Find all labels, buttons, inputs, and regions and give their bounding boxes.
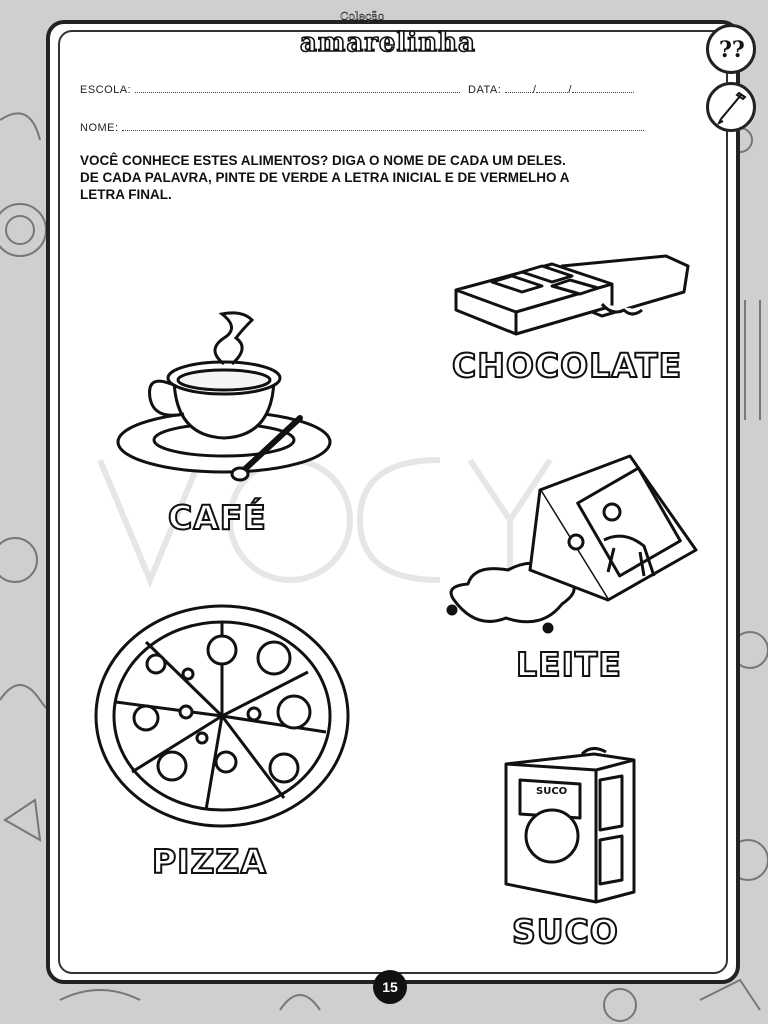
date-year-line[interactable] [572,84,634,93]
juice-box-label: SUCO [536,786,568,797]
instruction-line-3: LETRA FINAL. [80,187,172,202]
word-chocolate: CHOCOLATE [452,346,683,385]
juice-box-illustration [500,744,640,908]
date-day-line[interactable] [505,84,533,93]
question-marks-icon [706,24,756,74]
date-month-line[interactable] [536,84,568,93]
word-cafe: CAFÉ [168,498,267,537]
name-input-line[interactable] [122,122,644,131]
school-label: ESCOLA: [80,84,132,96]
chocolate-illustration [452,244,692,339]
word-pizza: PIZZA [152,842,267,881]
pizza-illustration [94,602,354,832]
svg-text:??: ?? [719,37,745,63]
instruction-line-1: VOCÊ CONHECE ESTES ALIMENTOS? DIGA O NOME DE CADA UM DELES. [80,153,566,168]
word-suco: SUCO [512,912,619,951]
instructions [80,152,680,203]
name-field[interactable] [80,122,644,134]
date-field[interactable]: DATA: / / [468,84,634,96]
brand-logo: amarelinha [300,28,476,58]
pencil-compass-icon [706,82,756,132]
word-leite: LEITE [516,645,622,684]
coffee-cup-illustration [114,306,339,486]
brand-subtitle: Coleção [340,10,385,23]
date-label: DATA: [468,84,502,96]
name-label: NOME: [80,122,119,134]
instruction-line-2: DE CADA PALAVRA, PINTE DE VERDE A LETRA INICIAL E DE VERMELHO A [80,170,570,185]
school-field[interactable] [80,84,460,96]
school-input-line[interactable] [135,84,460,93]
milk-carton-illustration [444,450,700,645]
page-number: 15 [373,970,407,1004]
